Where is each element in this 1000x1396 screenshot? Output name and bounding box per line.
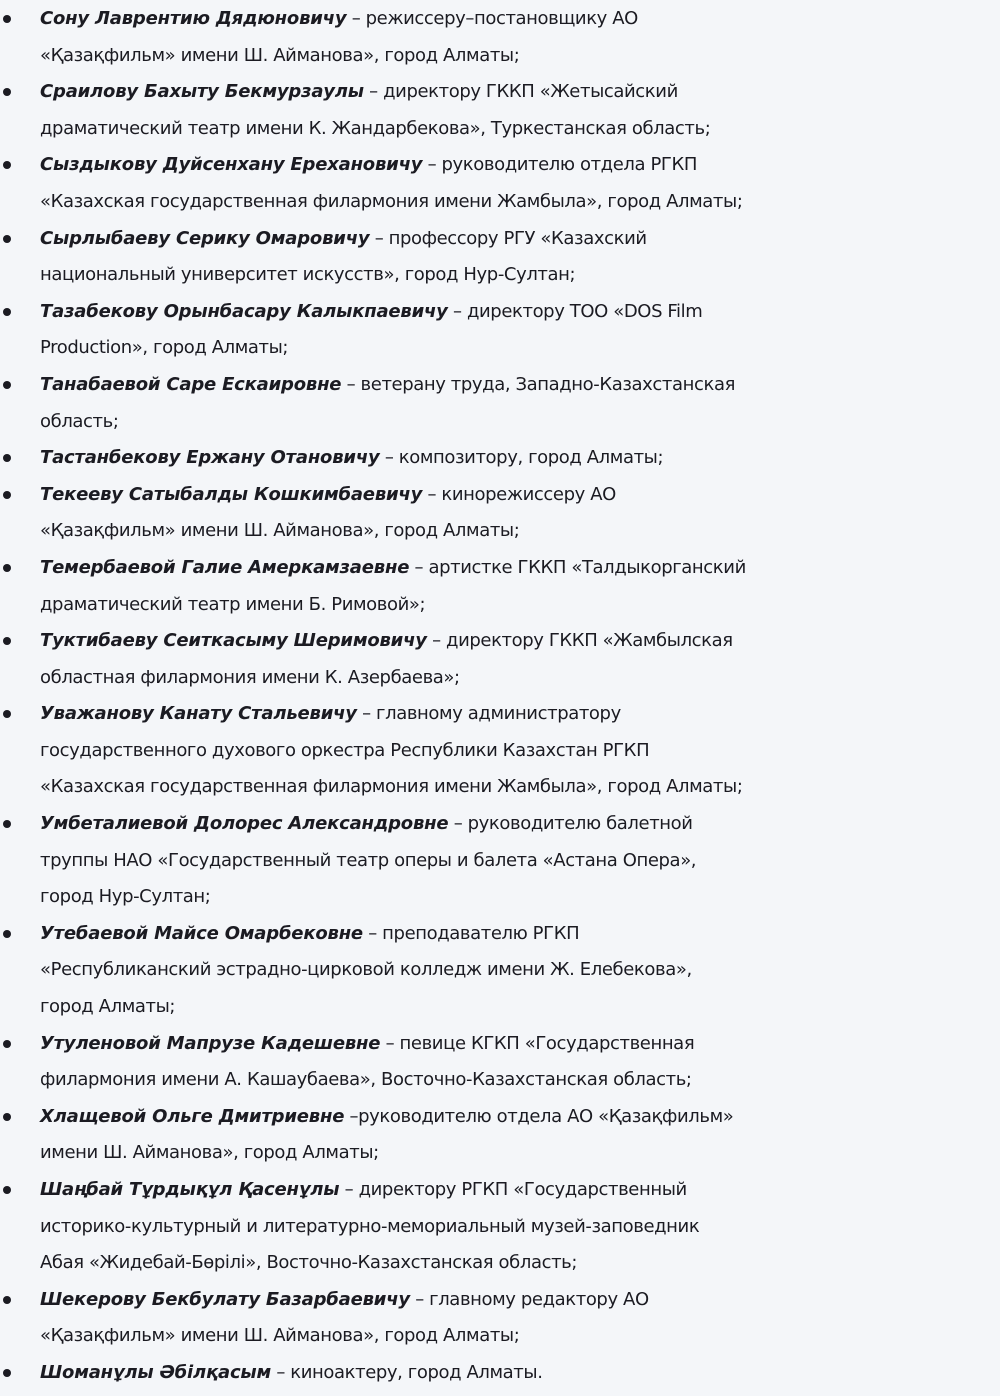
recipient-description: – директору ТОО «DOS Film <box>447 300 703 322</box>
recipient-description: «Казахская государственная филармония имени Жамбыла», город Алматы; <box>40 190 743 212</box>
list-item <box>0 440 1000 477</box>
entry-line <box>40 806 1000 843</box>
list-item <box>0 1282 1000 1355</box>
entry-line <box>40 769 1000 806</box>
recipient-description: –руководителю отдела АО «Қазақфильм» <box>344 1105 734 1127</box>
list-item <box>0 367 1000 440</box>
bullet-icon <box>3 381 11 389</box>
recipient-description: государственного духового оркестра Республики Казахстан РГКП <box>40 739 650 761</box>
entry-line <box>40 660 1000 697</box>
recipient-description: филармония имени А. Кашаубаева», Восточно-Казахстанская область; <box>40 1069 692 1091</box>
recipient-description: «Казахская государственная филармония имени Жамбыла», город Алматы; <box>40 776 743 798</box>
recipient-description: – директору ГККП «Жетысайский <box>363 81 678 103</box>
recipient-description: – главному редактору АО <box>409 1288 649 1310</box>
recipient-description: – композитору, город Алматы; <box>379 447 664 469</box>
recipient-name: Туктибаеву Сеиткасыму Шеримовичу <box>40 630 427 652</box>
bullet-icon <box>3 161 11 169</box>
bullet-icon <box>3 1369 11 1377</box>
list-item <box>0 696 1000 806</box>
entry-line <box>40 843 1000 880</box>
entry-line <box>40 1099 1000 1136</box>
list-item <box>0 916 1000 1026</box>
recipient-name: Сыздыкову Дуйсенхану Ерехановичу <box>40 154 423 176</box>
bullet-icon <box>3 637 11 645</box>
recipient-description: – профессору РГУ «Казахский <box>369 227 647 249</box>
entry-line <box>40 1245 1000 1282</box>
list-item <box>0 806 1000 916</box>
entry-line <box>40 1026 1000 1063</box>
entry-line <box>40 696 1000 733</box>
bullet-icon <box>3 491 11 499</box>
entry-line <box>40 1318 1000 1355</box>
bullet-icon <box>3 1186 11 1194</box>
entry-line <box>40 989 1000 1026</box>
recipient-name: Шекерову Бекбулату Базарбаевичу <box>40 1288 410 1310</box>
list-item <box>0 623 1000 696</box>
entry-line <box>40 1355 1000 1392</box>
recipient-name: Хлащевой Ольге Дмитриевне <box>40 1105 345 1127</box>
entry-line <box>40 147 1000 184</box>
recipient-name: Темербаевой Галие Амеркамзаевне <box>40 556 410 578</box>
bullet-icon <box>3 1296 11 1304</box>
recipient-description: областная филармония имени К. Азербаева»; <box>40 666 460 688</box>
recipient-description: драматический театр имени Б. Римовой»; <box>40 593 426 615</box>
entry-line <box>40 294 1000 331</box>
recipient-description: – кинорежиссеру АО <box>422 483 616 505</box>
recipient-description: национальный университет искусств», город Нур-Султан; <box>40 264 576 286</box>
list-item <box>0 1099 1000 1172</box>
entry-line <box>40 733 1000 770</box>
recipient-description: – главному администратору <box>356 703 621 725</box>
recipient-name: Сраилову Бахыту Бекмурзаулы <box>40 81 364 103</box>
entry-line <box>40 1135 1000 1172</box>
bullet-icon <box>3 1113 11 1121</box>
list-item <box>0 221 1000 294</box>
bullet-icon <box>3 710 11 718</box>
entry-line <box>40 952 1000 989</box>
bullet-icon <box>3 15 11 23</box>
bullet-icon <box>3 1040 11 1048</box>
entry-line <box>40 111 1000 148</box>
entry-line <box>40 440 1000 477</box>
list-item <box>0 1026 1000 1099</box>
entry-line <box>40 623 1000 660</box>
list-item <box>0 1 1000 74</box>
recipient-name: Умбеталиевой Долорес Александровне <box>40 813 449 835</box>
entry-line <box>40 513 1000 550</box>
bullet-icon <box>3 454 11 462</box>
recipient-description: город Нур-Султан; <box>40 886 211 908</box>
recipient-description: Абая «Жидебай-Бөрілі», Восточно-Казахстанская область; <box>40 1252 578 1274</box>
recipient-name: Сырлыбаеву Серику Омаровичу <box>40 227 370 249</box>
entry-line <box>40 587 1000 624</box>
bullet-icon <box>3 308 11 316</box>
recipient-description: «Қазақфильм» имени Ш. Айманова», город Алматы; <box>40 520 520 542</box>
recipient-name: Шаңбай Тұрдықұл Қасенұлы <box>40 1179 340 1200</box>
entry-line <box>40 257 1000 294</box>
list-item <box>0 550 1000 623</box>
recipient-description: – директору РГКП «Государственный <box>339 1179 687 1200</box>
entry-line <box>40 879 1000 916</box>
recipient-description: – режиссеру–постановщику АО <box>346 8 638 29</box>
entry-line <box>40 404 1000 441</box>
recipient-description: – преподавателю РГКП <box>362 922 580 944</box>
entry-line <box>40 184 1000 221</box>
list-item <box>0 74 1000 147</box>
recipient-name: Уважанову Канату Стальевичу <box>40 703 357 725</box>
list-item <box>0 477 1000 550</box>
recipient-name: Шоманұлы Әбілқасым <box>40 1361 272 1383</box>
list-item <box>0 294 1000 367</box>
recipient-description: драматический театр имени К. Жандарбекова», Туркестанская область; <box>40 117 711 139</box>
recipient-description: – директору ГККП «Жамбылская <box>426 630 733 652</box>
recipient-name: Тазабекову Орынбасару Калыкпаевичу <box>40 300 448 322</box>
entry-line <box>40 1209 1000 1246</box>
bullet-icon <box>3 564 11 572</box>
recipient-description: «Қазақфильм» имени Ш. Айманова», город Алматы; <box>40 44 520 66</box>
bullet-icon <box>3 820 11 828</box>
recipient-description: область; <box>40 410 119 432</box>
recipient-description: – руководителю отдела РГКП <box>422 154 697 176</box>
recipient-name: Утебаевой Майсе Омарбековне <box>40 922 363 944</box>
recipient-description: город Алматы; <box>40 996 176 1018</box>
bullet-icon <box>3 235 11 243</box>
recipient-description: труппы НАО «Государственный театр оперы и балета «Астана Опера», <box>40 849 697 871</box>
entry-line <box>40 38 1000 75</box>
recipient-name: Утуленовой Мапрузе Кадешевне <box>40 1032 381 1054</box>
entry-line <box>40 1 1000 38</box>
recipient-description: – певице КГКП «Государственная <box>380 1032 695 1054</box>
list-item <box>0 1172 1000 1282</box>
entry-line <box>40 367 1000 404</box>
award-recipient-list <box>0 1 1000 1392</box>
entry-line <box>40 550 1000 587</box>
entry-line <box>40 330 1000 367</box>
list-item <box>0 147 1000 220</box>
list-item <box>0 1355 1000 1392</box>
entry-line <box>40 1062 1000 1099</box>
entry-line <box>40 74 1000 111</box>
entry-line <box>40 916 1000 953</box>
entry-line <box>40 1282 1000 1319</box>
bullet-icon <box>3 930 11 938</box>
recipient-description: историко-культурный и литературно-мемориальный музей-заповедник <box>40 1215 700 1237</box>
entry-line <box>40 221 1000 258</box>
recipient-name: Тастанбекову Ержану Отановичу <box>40 447 380 469</box>
recipient-description: – руководителю балетной <box>448 813 693 835</box>
recipient-description: – ветерану труда, Западно-Казахстанская <box>341 373 736 395</box>
recipient-description: имени Ш. Айманова», город Алматы; <box>40 1142 379 1164</box>
recipient-name: Текееву Сатыбалды Кошкимбаевичу <box>40 483 423 505</box>
bullet-icon <box>3 88 11 96</box>
entry-line <box>40 477 1000 514</box>
recipient-name: Сону Лаврентию Дядюновичу <box>40 8 347 29</box>
recipient-description: – артистке ГККП «Талдыкорганский <box>409 556 746 578</box>
recipient-description: «Қазақфильм» имени Ш. Айманова», город Алматы; <box>40 1325 520 1347</box>
entry-line <box>40 1172 1000 1209</box>
recipient-description: Production», город Алматы; <box>40 337 289 359</box>
recipient-description: – киноактеру, город Алматы. <box>271 1361 543 1383</box>
recipient-description: «Республиканский эстрадно-цирковой колледж имени Ж. Елебекова», <box>40 959 692 981</box>
recipient-name: Танабаевой Саре Ескаировне <box>40 373 342 395</box>
